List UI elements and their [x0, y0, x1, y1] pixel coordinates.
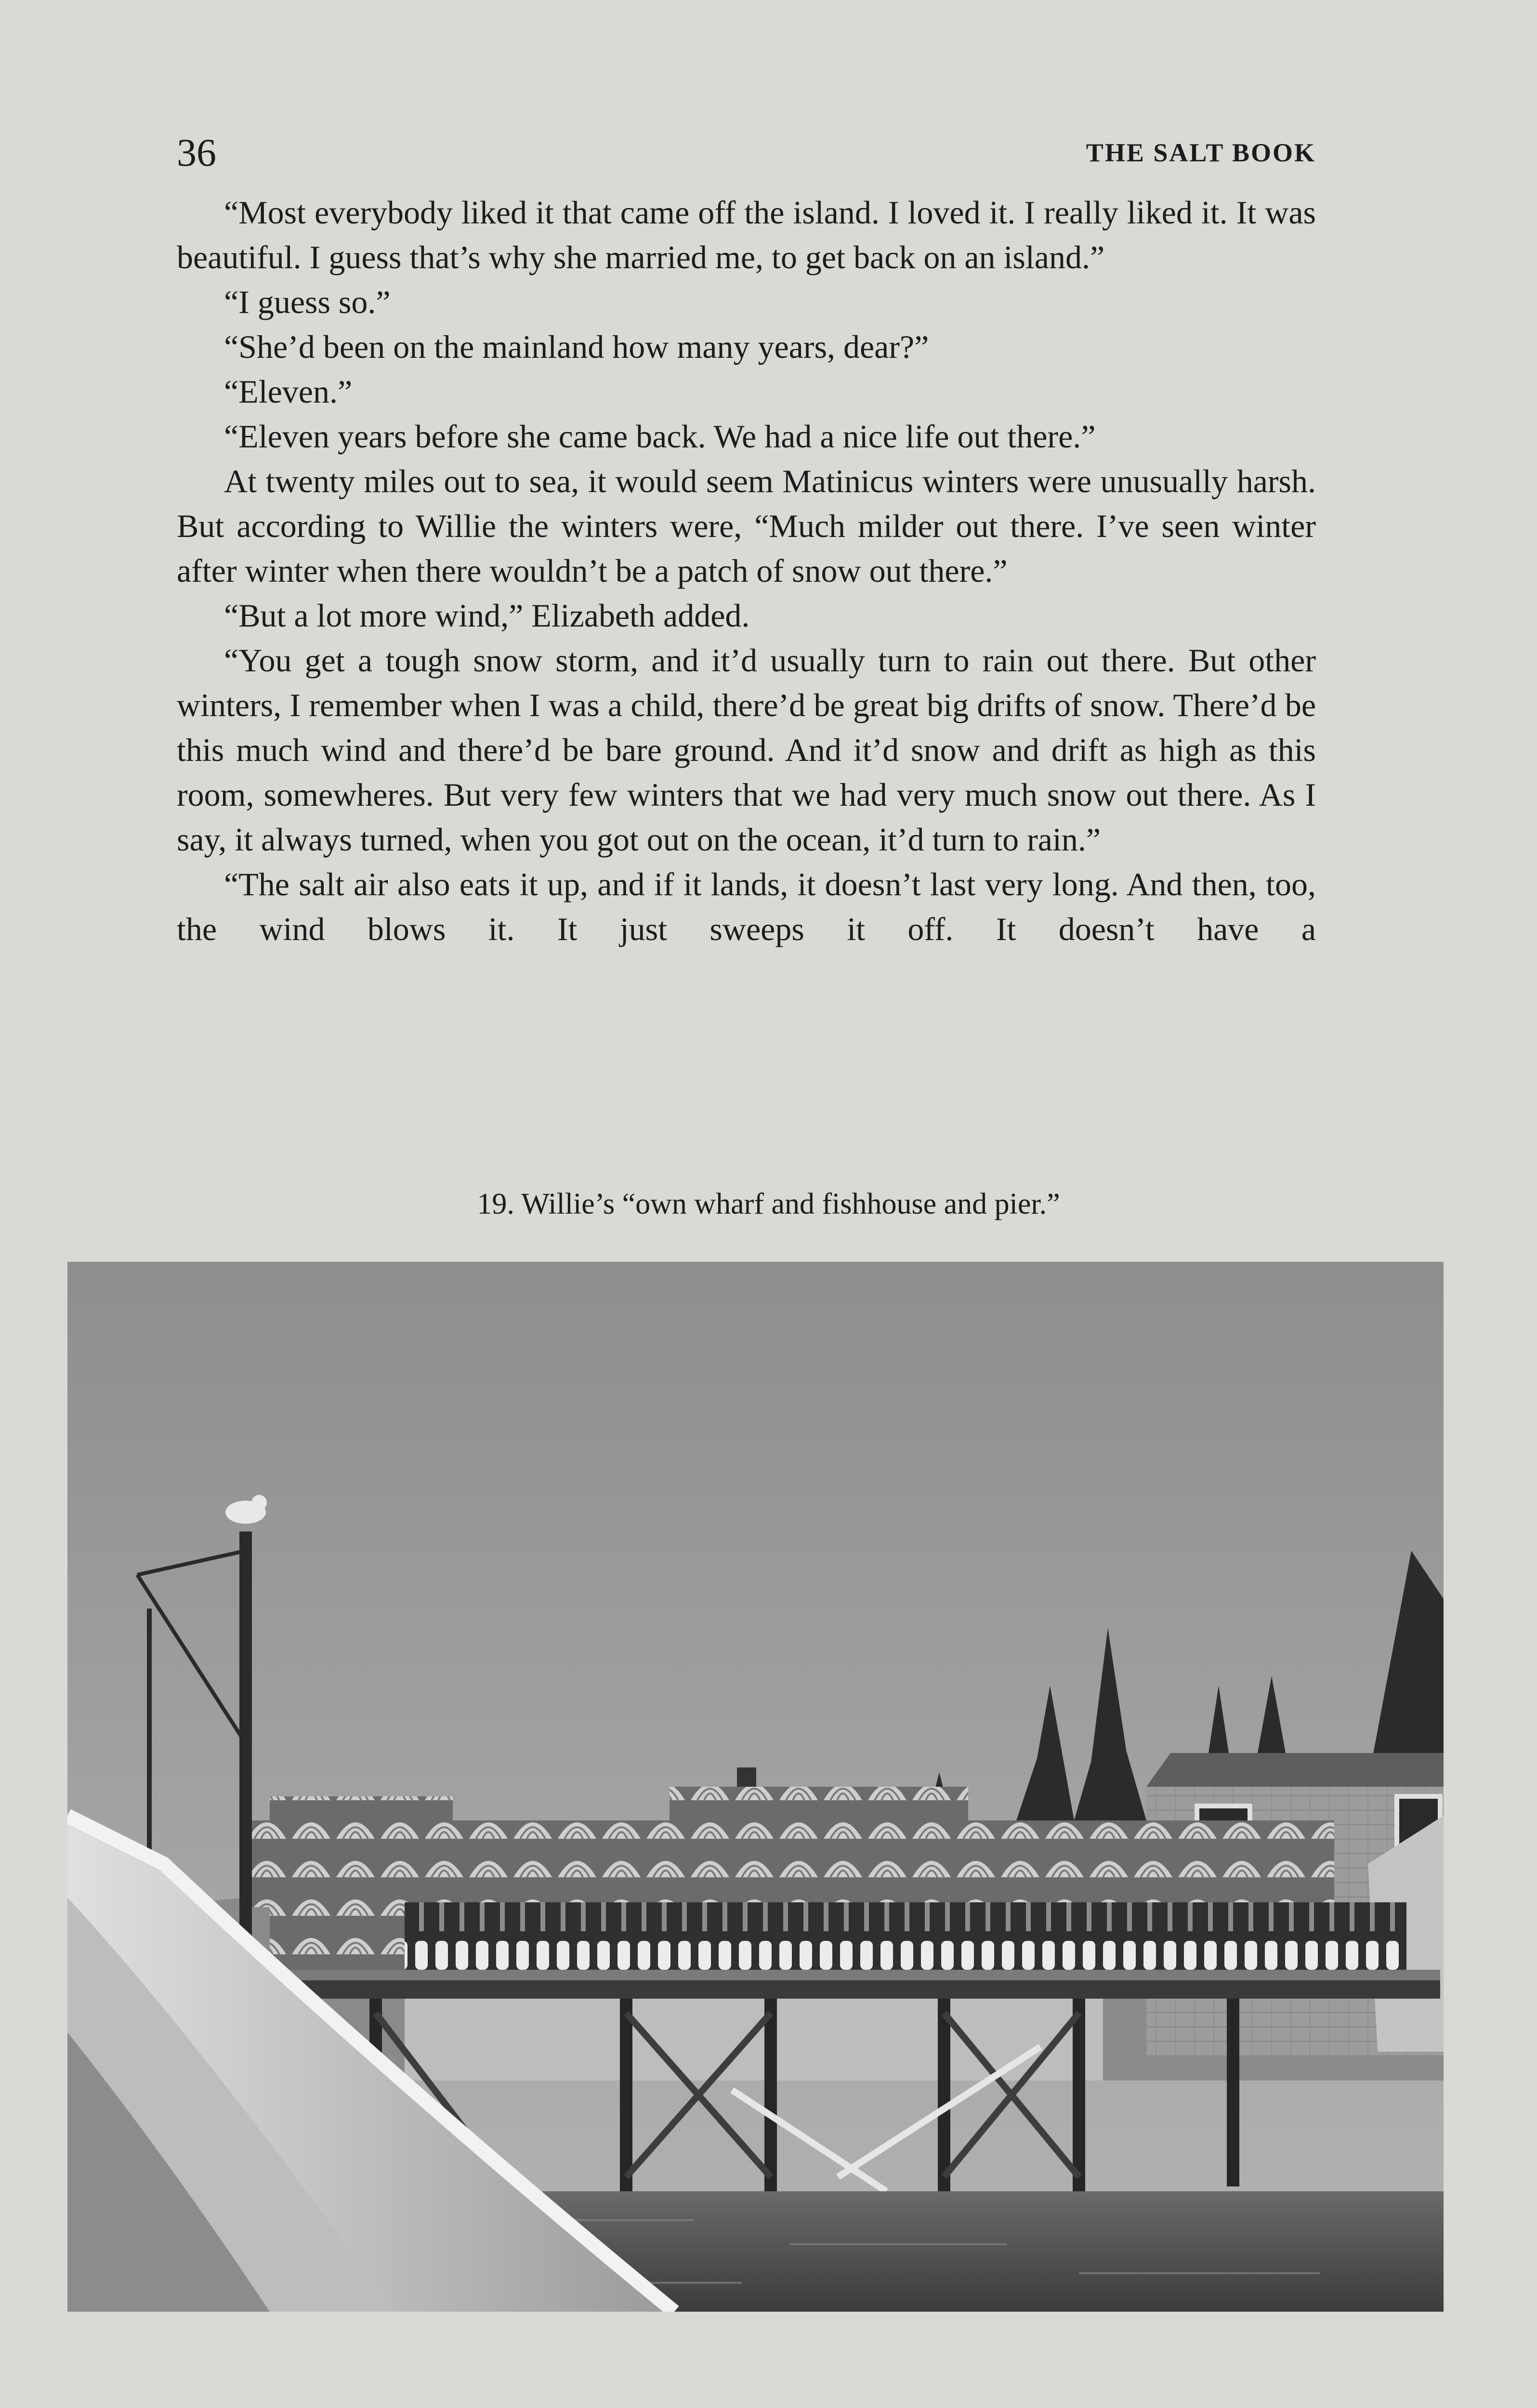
- paragraph: “She’d been on the mainland how many years, dear?”: [224, 328, 929, 365]
- paragraph: “I guess so.”: [224, 284, 391, 320]
- paragraph: “Eleven years before she came back. We had a nice life out there.”: [224, 418, 1096, 455]
- body-text: [177, 190, 1316, 952]
- page-number: 36: [177, 131, 216, 174]
- paragraph: “The salt air also eats it up, and if it lands, it doesn’t last very long. And then, too, the wind blows it. It just sweeps it off. It doesn’t have a: [177, 866, 1316, 947]
- figure-caption: 19. Willie’s “own wharf and fishhouse and pier.”: [477, 1188, 1060, 1220]
- page-header: [177, 126, 1316, 179]
- paragraph: “Most everybody liked it that came off the island. I loved it. I really liked it. It was beautiful. I guess that’s why she married me, to get back on an island.”: [177, 194, 1316, 275]
- paragraph: “You get a tough snow storm, and it’d usually turn to rain out there. But other winters, I remember when I was a child, there’d be great big drifts of snow. There’d be this much wind and there’d be bare ground. And it’d snow and drift as high as this room, somewheres. But very few winters that we had very much snow out there. As I say, it always turned, when you got out on the ocean, it’d turn to rain.”: [177, 642, 1316, 858]
- running-head: THE SALT BOOK: [1086, 138, 1316, 167]
- paragraph: “Eleven.”: [224, 373, 353, 410]
- paragraph: At twenty miles out to sea, it would seem Matinicus winters were unusually harsh. But according to Willie the winters were, “Much milder out there. I’ve seen winter after winter when there wouldn’t be a patch of snow out there.”: [177, 463, 1316, 589]
- wharf-photograph: [67, 1262, 1444, 2312]
- paragraph: “But a lot more wind,” Elizabeth added.: [224, 597, 750, 634]
